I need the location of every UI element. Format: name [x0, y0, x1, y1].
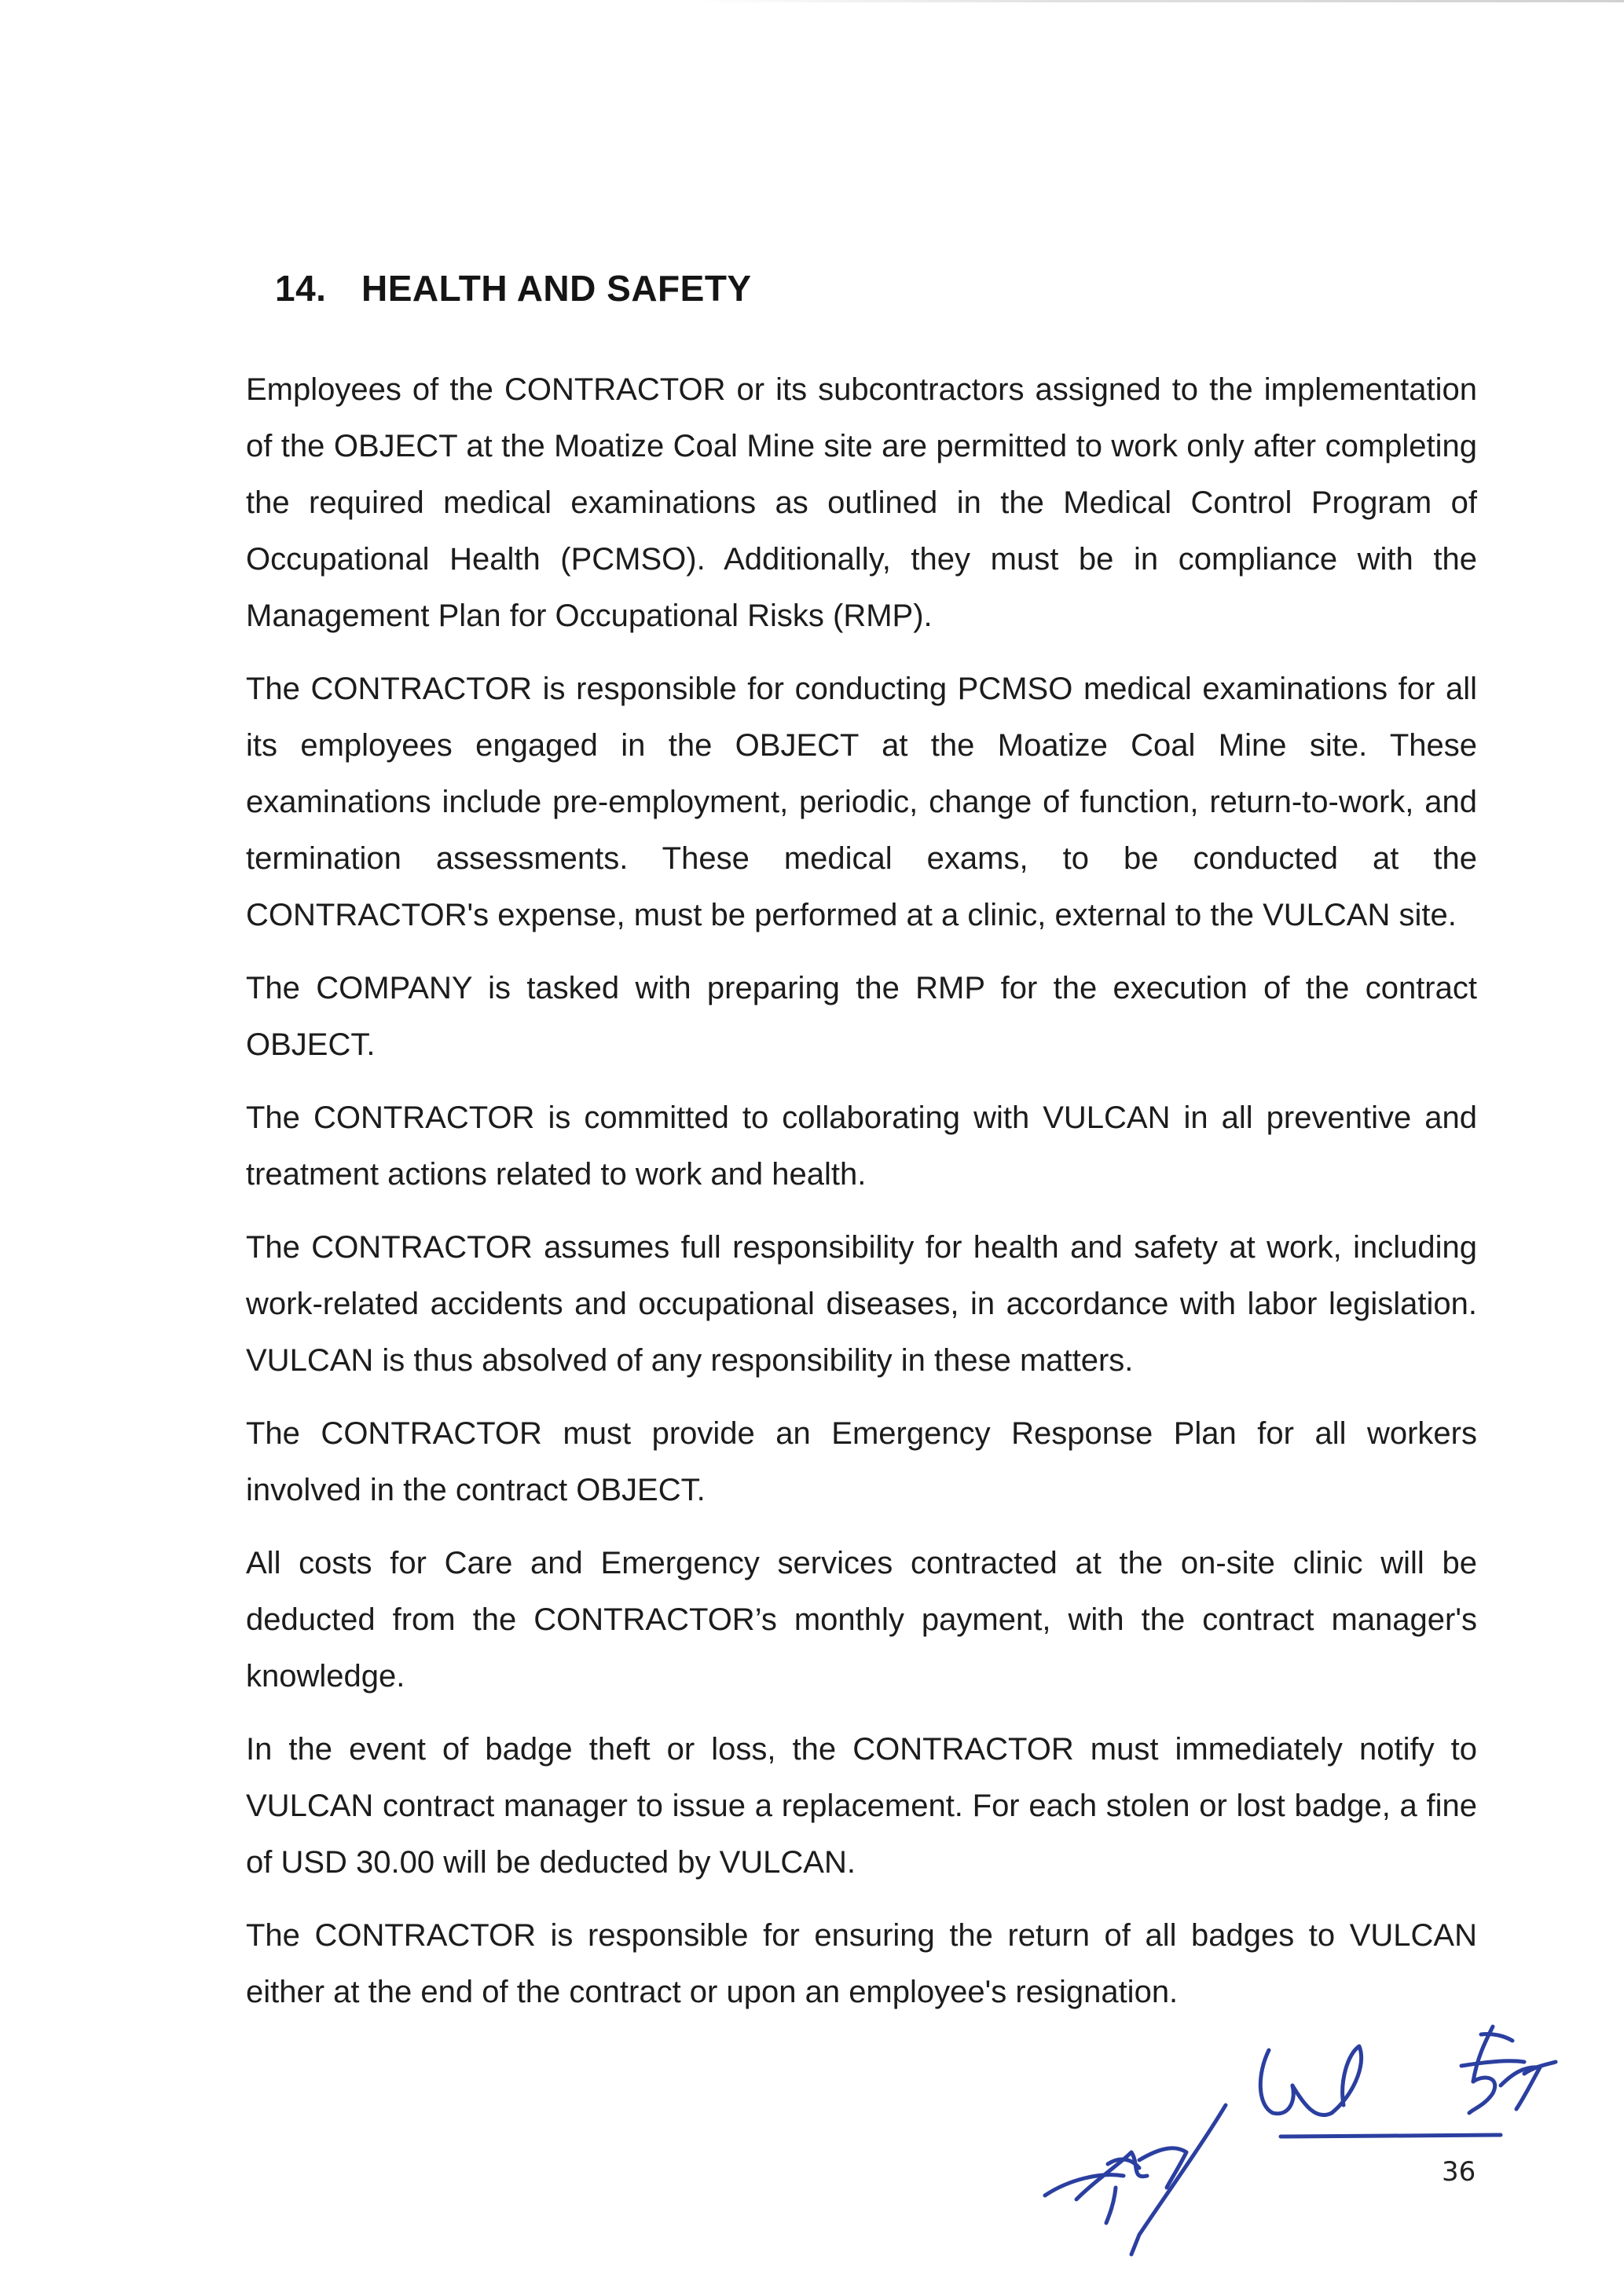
- paragraph-emergency-plan: The CONTRACTOR must provide an Emergency Response Plan for all workers involved in the contract OBJECT.: [246, 1416, 1477, 1507]
- signature-initials-3: [1461, 2027, 1556, 2113]
- section-number: 14.: [275, 268, 327, 309]
- paragraph-responsibility: The CONTRACTOR assumes full responsibility for health and safety at work, including work-related accidents and occupational diseases, in accordance with labor legislation. VULCAN is thus absolved of any responsibility in these matters.: [246, 1230, 1477, 1378]
- paragraph-badge-return: The CONTRACTOR is responsible for ensuring the return of all badges to VULCAN either at the end of the contract or upon an employee's resignation.: [246, 1918, 1477, 2009]
- section-title: HEALTH AND SAFETY: [361, 268, 752, 309]
- section-body: [246, 361, 1477, 2037]
- signature-2: [1260, 2046, 1501, 2137]
- scan-edge-line: [691, 0, 1624, 2]
- page-number: 36: [1442, 2156, 1476, 2188]
- paragraph-badge-loss: In the event of badge theft or loss, the CONTRACTOR must immediately notify to VULCAN contract manager to issue a replacement. For each stolen or lost badge, a fine of USD 30.00 will be deducted by VULCAN.: [246, 1732, 1477, 1880]
- paragraph-rmp-preparation: The COMPANY is tasked with preparing the RMP for the execution of the contract OBJECT.: [246, 971, 1477, 1062]
- section-heading: [275, 267, 752, 309]
- handwritten-signatures: [1021, 2019, 1571, 2286]
- paragraph-medical-exams-requirement: Employees of the CONTRACTOR or its subcontractors assigned to the implementation of the OBJECT at the Moatize Coal Mine site are permitted to work only after completing the required medical examinations as outlined in the Medical Control Program of Occupational Health (PCMSO). Additionally, they must be in compliance with the Management Plan for Occupational Risks (RMP).: [246, 372, 1477, 633]
- signature-initials-1: [1045, 2105, 1226, 2254]
- paragraph-pcmso-exams: The CONTRACTOR is responsible for conducting PCMSO medical examinations for all its employees engaged in the OBJECT at the Moatize Coal Mine site. These examinations include pre-employment, periodic, change of function, return-to-work, and termination assessments. These medical exams, to be conducted at the CONTRACTOR's expense, must be performed at a clinic, external to the VULCAN site.: [246, 672, 1477, 932]
- paragraph-emergency-costs: All costs for Care and Emergency services contracted at the on-site clinic will be deducted from the CONTRACTOR’s monthly payment, with the contract manager's knowledge.: [246, 1546, 1477, 1694]
- paragraph-collaboration: The CONTRACTOR is committed to collaborating with VULCAN in all preventive and treatment actions related to work and health.: [246, 1100, 1477, 1192]
